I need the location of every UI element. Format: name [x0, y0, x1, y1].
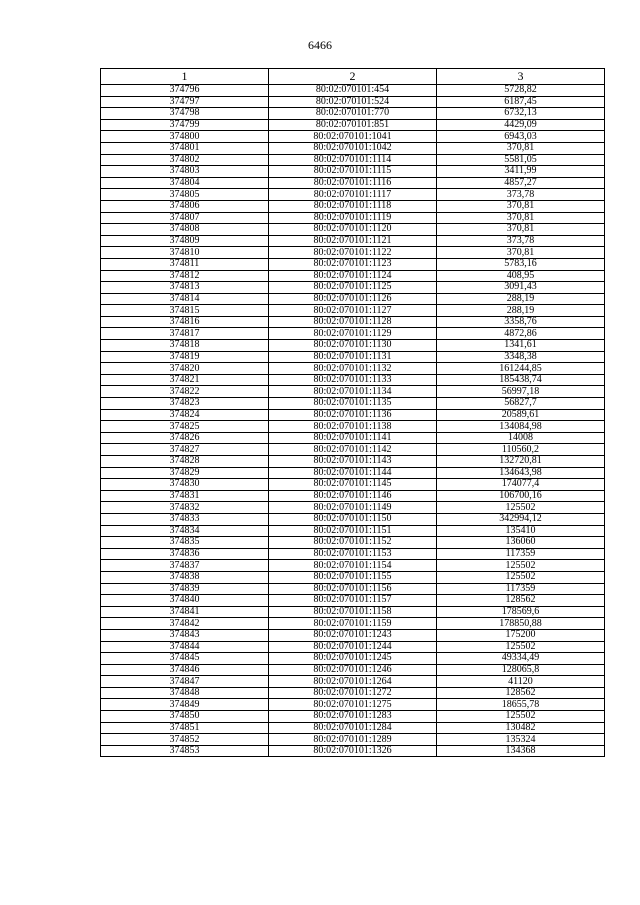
table-cell-col-2: 80:02:070101:1143 — [269, 456, 437, 468]
table-row — [101, 653, 605, 665]
table-cell-col-2: 80:02:070101:851 — [269, 119, 437, 131]
table-cell-col-1: 374841 — [101, 606, 269, 618]
table-cell-col-1: 374816 — [101, 316, 269, 328]
table-cell-col-1: 374818 — [101, 340, 269, 352]
table-row — [101, 247, 605, 259]
table-row — [101, 212, 605, 224]
table-cell-col-2: 80:02:070101:1142 — [269, 444, 437, 456]
table-cell-col-2: 80:02:070101:1149 — [269, 502, 437, 514]
table-cell-col-3: 373,78 — [437, 235, 605, 247]
table-cell-col-3: 49334,49 — [437, 653, 605, 665]
table-cell-col-1: 374800 — [101, 131, 269, 143]
table-cell-col-2: 80:02:070101:1118 — [269, 200, 437, 212]
table-row — [101, 479, 605, 491]
table-cell-col-2: 80:02:070101:1243 — [269, 629, 437, 641]
table-cell-col-2: 80:02:070101:1245 — [269, 653, 437, 665]
table-cell-col-3: 134643,98 — [437, 467, 605, 479]
table-cell-col-1: 374849 — [101, 699, 269, 711]
table-cell-col-1: 374828 — [101, 456, 269, 468]
table-cell-col-1: 374836 — [101, 548, 269, 560]
table-cell-col-1: 374824 — [101, 409, 269, 421]
table-row — [101, 618, 605, 630]
table-cell-col-3: 178569,6 — [437, 606, 605, 618]
table-cell-col-3: 130482 — [437, 722, 605, 734]
table-cell-col-2: 80:02:070101:1123 — [269, 258, 437, 270]
table-cell-col-2: 80:02:070101:1115 — [269, 166, 437, 178]
table-cell-col-3: 14008 — [437, 432, 605, 444]
table-cell-col-2: 80:02:070101:1129 — [269, 328, 437, 340]
table-cell-col-1: 374807 — [101, 212, 269, 224]
table-cell-col-2: 80:02:070101:1127 — [269, 305, 437, 317]
page-number: 6466 — [308, 38, 332, 52]
table-row — [101, 664, 605, 676]
table-cell-col-1: 374810 — [101, 247, 269, 259]
header-row — [101, 69, 605, 85]
table-cell-col-2: 80:02:070101:1119 — [269, 212, 437, 224]
table-cell-col-2: 80:02:070101:1134 — [269, 386, 437, 398]
table-cell-col-3: 288,19 — [437, 293, 605, 305]
table-cell-col-3: 41120 — [437, 676, 605, 688]
table-row — [101, 571, 605, 583]
table-cell-col-3: 6187,45 — [437, 96, 605, 108]
table-cell-col-1: 374835 — [101, 537, 269, 549]
table-cell-col-1: 374842 — [101, 618, 269, 630]
table-cell-col-3: 125502 — [437, 641, 605, 653]
table-row — [101, 583, 605, 595]
table-row — [101, 235, 605, 247]
table-cell-col-3: 132720,81 — [437, 456, 605, 468]
table-row — [101, 537, 605, 549]
data-table — [100, 68, 605, 757]
table-cell-col-3: 370,81 — [437, 247, 605, 259]
table-cell-col-2: 80:02:070101:1141 — [269, 432, 437, 444]
table-cell-col-2: 80:02:070101:1120 — [269, 224, 437, 236]
table-cell-col-2: 80:02:070101:1116 — [269, 177, 437, 189]
table-cell-col-2: 80:02:070101:1284 — [269, 722, 437, 734]
table-cell-col-3: 161244,85 — [437, 363, 605, 375]
table-row — [101, 189, 605, 201]
table-cell-col-1: 374817 — [101, 328, 269, 340]
table-cell-col-2: 80:02:070101:1125 — [269, 282, 437, 294]
table-cell-col-1: 374825 — [101, 421, 269, 433]
table-cell-col-3: 5728,82 — [437, 85, 605, 97]
table-cell-col-3: 128562 — [437, 687, 605, 699]
table-cell-col-1: 374838 — [101, 571, 269, 583]
table-row — [101, 699, 605, 711]
table-row — [101, 363, 605, 375]
table-cell-col-3: 4872,86 — [437, 328, 605, 340]
table-row — [101, 711, 605, 723]
table-cell-col-3: 128562 — [437, 595, 605, 607]
table-row — [101, 351, 605, 363]
table-cell-col-2: 80:02:070101:1042 — [269, 142, 437, 154]
table-row — [101, 456, 605, 468]
table-cell-col-1: 374846 — [101, 664, 269, 676]
table-row — [101, 641, 605, 653]
table-cell-col-2: 80:02:070101:1117 — [269, 189, 437, 201]
table-cell-col-3: 288,19 — [437, 305, 605, 317]
table-cell-col-1: 374797 — [101, 96, 269, 108]
table-cell-col-2: 80:02:070101:1126 — [269, 293, 437, 305]
table-row — [101, 490, 605, 502]
table-row — [101, 409, 605, 421]
table-cell-col-3: 408,95 — [437, 270, 605, 282]
table-cell-col-3: 125502 — [437, 502, 605, 514]
table-row — [101, 629, 605, 641]
table-cell-col-1: 374801 — [101, 142, 269, 154]
table-cell-col-1: 374813 — [101, 282, 269, 294]
table-row — [101, 166, 605, 178]
table-row — [101, 96, 605, 108]
table-row — [101, 177, 605, 189]
table-cell-col-1: 374819 — [101, 351, 269, 363]
table-cell-col-3: 6732,13 — [437, 108, 605, 120]
table-cell-col-3: 20589,61 — [437, 409, 605, 421]
table-cell-col-2: 80:02:070101:1153 — [269, 548, 437, 560]
table-cell-col-1: 374812 — [101, 270, 269, 282]
table-row — [101, 421, 605, 433]
table-cell-col-2: 80:02:070101:524 — [269, 96, 437, 108]
table-cell-col-2: 80:02:070101:1289 — [269, 734, 437, 746]
table-cell-col-2: 80:02:070101:1272 — [269, 687, 437, 699]
table-row — [101, 108, 605, 120]
table-cell-col-1: 374827 — [101, 444, 269, 456]
table-cell-col-3: 5581,05 — [437, 154, 605, 166]
table-cell-col-1: 374840 — [101, 595, 269, 607]
table-cell-col-1: 374798 — [101, 108, 269, 120]
table-cell-col-2: 80:02:070101:1122 — [269, 247, 437, 259]
table-cell-col-1: 374837 — [101, 560, 269, 572]
table-cell-col-3: 125502 — [437, 560, 605, 572]
table-cell-col-3: 185438,74 — [437, 374, 605, 386]
table-row — [101, 293, 605, 305]
table-cell-col-1: 374820 — [101, 363, 269, 375]
table-cell-col-2: 80:02:070101:1135 — [269, 398, 437, 410]
table-row — [101, 131, 605, 143]
table-row — [101, 432, 605, 444]
table-row — [101, 745, 605, 757]
table-cell-col-3: 3091,43 — [437, 282, 605, 294]
table-cell-col-3: 125502 — [437, 571, 605, 583]
table-cell-col-3: 117359 — [437, 583, 605, 595]
table-cell-col-3: 3358,76 — [437, 316, 605, 328]
table-cell-col-3: 110560,2 — [437, 444, 605, 456]
table-cell-col-2: 80:02:070101:1131 — [269, 351, 437, 363]
table-cell-col-1: 374808 — [101, 224, 269, 236]
table-cell-col-1: 374802 — [101, 154, 269, 166]
table-row — [101, 224, 605, 236]
table-cell-col-3: 174077,4 — [437, 479, 605, 491]
table-cell-col-2: 80:02:070101:1145 — [269, 479, 437, 491]
table-cell-col-3: 106700,16 — [437, 490, 605, 502]
table-cell-col-3: 1341,61 — [437, 340, 605, 352]
table-cell-col-1: 374829 — [101, 467, 269, 479]
table-cell-col-1: 374815 — [101, 305, 269, 317]
table-cell-col-2: 80:02:070101:454 — [269, 85, 437, 97]
table-row — [101, 734, 605, 746]
table-cell-col-2: 80:02:070101:1244 — [269, 641, 437, 653]
table-cell-col-1: 374799 — [101, 119, 269, 131]
table-row — [101, 513, 605, 525]
table-cell-col-2: 80:02:070101:1152 — [269, 537, 437, 549]
table-cell-col-2: 80:02:070101:1114 — [269, 154, 437, 166]
table-cell-col-2: 80:02:070101:1136 — [269, 409, 437, 421]
table-cell-col-3: 134368 — [437, 745, 605, 757]
table-cell-col-3: 342994,12 — [437, 513, 605, 525]
table-header — [101, 69, 605, 85]
table-row — [101, 374, 605, 386]
table-row — [101, 200, 605, 212]
table-cell-col-2: 80:02:070101:1154 — [269, 560, 437, 572]
table-cell-col-1: 374826 — [101, 432, 269, 444]
table-row — [101, 328, 605, 340]
table-cell-col-1: 374851 — [101, 722, 269, 734]
table-body — [101, 85, 605, 757]
table-cell-col-2: 80:02:070101:1150 — [269, 513, 437, 525]
column-header-3: 3 — [437, 69, 605, 85]
table-cell-col-3: 128065,8 — [437, 664, 605, 676]
table-cell-col-2: 80:02:070101:1155 — [269, 571, 437, 583]
table-cell-col-2: 80:02:070101:1133 — [269, 374, 437, 386]
table-cell-col-2: 80:02:070101:1138 — [269, 421, 437, 433]
table-cell-col-3: 56997,18 — [437, 386, 605, 398]
table-row — [101, 525, 605, 537]
table-cell-col-1: 374811 — [101, 258, 269, 270]
table-row — [101, 154, 605, 166]
table-cell-col-1: 374823 — [101, 398, 269, 410]
table-cell-col-2: 80:02:070101:1144 — [269, 467, 437, 479]
table-cell-col-3: 136060 — [437, 537, 605, 549]
table-cell-col-1: 374847 — [101, 676, 269, 688]
table-cell-col-1: 374814 — [101, 293, 269, 305]
table-cell-col-2: 80:02:070101:1159 — [269, 618, 437, 630]
table-row — [101, 316, 605, 328]
table-cell-col-1: 374806 — [101, 200, 269, 212]
table-row — [101, 467, 605, 479]
table-cell-col-1: 374822 — [101, 386, 269, 398]
table-cell-col-3: 6943,03 — [437, 131, 605, 143]
table-row — [101, 282, 605, 294]
table-cell-col-1: 374844 — [101, 641, 269, 653]
table-row — [101, 502, 605, 514]
table-cell-col-3: 4857,27 — [437, 177, 605, 189]
table-cell-col-3: 370,81 — [437, 142, 605, 154]
table-cell-col-2: 80:02:070101:1128 — [269, 316, 437, 328]
table-row — [101, 444, 605, 456]
table-cell-col-1: 374821 — [101, 374, 269, 386]
table-row — [101, 676, 605, 688]
table-cell-col-2: 80:02:070101:1326 — [269, 745, 437, 757]
table-row — [101, 258, 605, 270]
column-header-1: 1 — [101, 69, 269, 85]
table-cell-col-3: 178850,88 — [437, 618, 605, 630]
table-cell-col-2: 80:02:070101:1264 — [269, 676, 437, 688]
table-cell-col-2: 80:02:070101:1151 — [269, 525, 437, 537]
table-cell-col-3: 125502 — [437, 711, 605, 723]
table-cell-col-1: 374843 — [101, 629, 269, 641]
table-cell-col-3: 135410 — [437, 525, 605, 537]
table-row — [101, 305, 605, 317]
table-row — [101, 119, 605, 131]
table-row — [101, 398, 605, 410]
table-cell-col-2: 80:02:070101:1156 — [269, 583, 437, 595]
table-row — [101, 548, 605, 560]
table-cell-col-2: 80:02:070101:770 — [269, 108, 437, 120]
table-cell-col-3: 56827,7 — [437, 398, 605, 410]
table-cell-col-3: 175200 — [437, 629, 605, 641]
table-cell-col-3: 3411,99 — [437, 166, 605, 178]
table-cell-col-2: 80:02:070101:1283 — [269, 711, 437, 723]
table-row — [101, 595, 605, 607]
table-cell-col-2: 80:02:070101:1275 — [269, 699, 437, 711]
table-cell-col-2: 80:02:070101:1246 — [269, 664, 437, 676]
table-cell-col-1: 374796 — [101, 85, 269, 97]
table-cell-col-2: 80:02:070101:1158 — [269, 606, 437, 618]
table-cell-col-1: 374804 — [101, 177, 269, 189]
table-cell-col-1: 374831 — [101, 490, 269, 502]
table-cell-col-2: 80:02:070101:1121 — [269, 235, 437, 247]
table-cell-col-2: 80:02:070101:1124 — [269, 270, 437, 282]
table-cell-col-3: 3348,38 — [437, 351, 605, 363]
table-cell-col-1: 374852 — [101, 734, 269, 746]
table-cell-col-1: 374803 — [101, 166, 269, 178]
table-row — [101, 722, 605, 734]
table-row — [101, 687, 605, 699]
table-cell-col-1: 374845 — [101, 653, 269, 665]
table-row — [101, 560, 605, 572]
table-cell-col-1: 374832 — [101, 502, 269, 514]
table-row — [101, 270, 605, 282]
table-row — [101, 606, 605, 618]
table-cell-col-2: 80:02:070101:1146 — [269, 490, 437, 502]
table-cell-col-1: 374848 — [101, 687, 269, 699]
table-cell-col-1: 374805 — [101, 189, 269, 201]
table-cell-col-2: 80:02:070101:1130 — [269, 340, 437, 352]
table-cell-col-3: 370,81 — [437, 200, 605, 212]
table-cell-col-3: 18655,78 — [437, 699, 605, 711]
table-cell-col-1: 374853 — [101, 745, 269, 757]
table-cell-col-3: 370,81 — [437, 212, 605, 224]
table-cell-col-3: 5783,16 — [437, 258, 605, 270]
table-cell-col-3: 134084,98 — [437, 421, 605, 433]
table-cell-col-2: 80:02:070101:1157 — [269, 595, 437, 607]
table-cell-col-2: 80:02:070101:1132 — [269, 363, 437, 375]
table-row — [101, 142, 605, 154]
column-header-2: 2 — [269, 69, 437, 85]
table-cell-col-1: 374833 — [101, 513, 269, 525]
table-cell-col-1: 374850 — [101, 711, 269, 723]
table-cell-col-1: 374839 — [101, 583, 269, 595]
table-cell-col-3: 4429,09 — [437, 119, 605, 131]
table-cell-col-3: 370,81 — [437, 224, 605, 236]
table-cell-col-3: 135324 — [437, 734, 605, 746]
table-cell-col-3: 373,78 — [437, 189, 605, 201]
table-cell-col-2: 80:02:070101:1041 — [269, 131, 437, 143]
table-cell-col-1: 374809 — [101, 235, 269, 247]
table-row — [101, 85, 605, 97]
table-cell-col-1: 374830 — [101, 479, 269, 491]
table-cell-col-3: 117359 — [437, 548, 605, 560]
table-cell-col-1: 374834 — [101, 525, 269, 537]
table-row — [101, 386, 605, 398]
table-row — [101, 340, 605, 352]
